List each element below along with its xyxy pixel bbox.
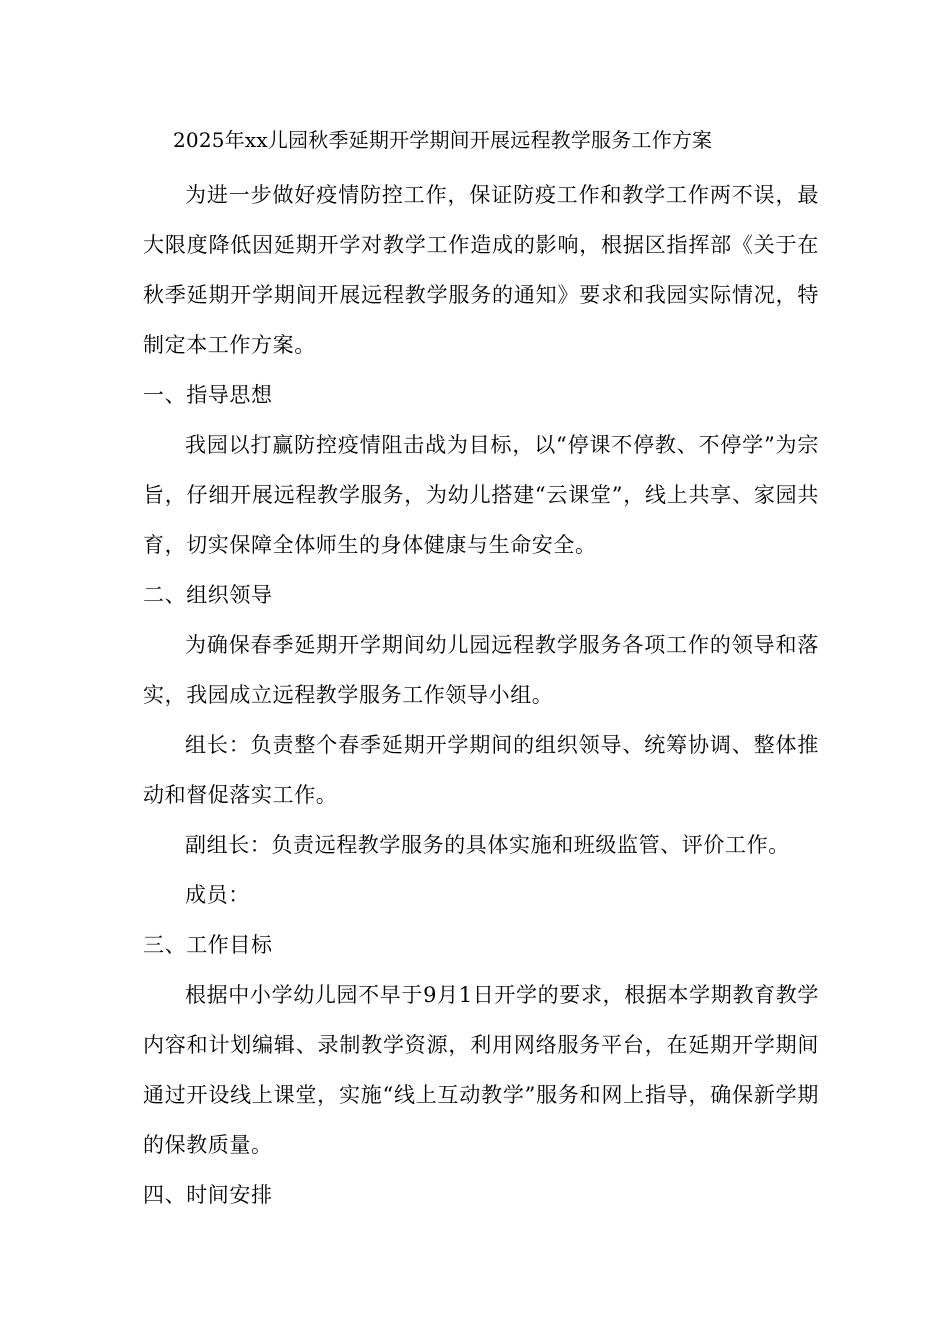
work-goals-paragraph: 根据中小学幼儿园不早于9月1日开学的要求，根据本学期教育教学内容和计划编辑、录制教学资源，利用网络服务平台，在延期开学期间通过开设线上课堂，实施“线上互动教学”服务和网上指导，确保新学期的保教质量。 — [143, 983, 819, 1157]
section-heading-work-goals: 三、工作目标 — [143, 933, 273, 957]
deputy-leader-paragraph: 副组长：负责远程教学服务的具体实施和班级监管、评价工作。 — [185, 833, 790, 857]
members-paragraph: 成员： — [185, 883, 250, 907]
section-heading-organization: 二、组织领导 — [143, 583, 273, 607]
document-title: 2025年xx儿园秋季延期开学期间开展远程教学服务工作方案 — [173, 128, 713, 152]
guiding-ideology-paragraph: 我园以打赢防控疫情阻击战为目标，以“停课不停教、不停学”为宗旨，仔细开展远程教学服务，为幼儿搭建“云课堂”，线上共享、家园共育，切实保障全体师生的身体健康与生命安全。 — [143, 433, 819, 557]
section-heading-schedule: 四、时间安排 — [143, 1183, 273, 1207]
section-heading-guiding-ideology: 一、指导思想 — [143, 383, 273, 407]
intro-paragraph: 为进一步做好疫情防控工作，保证防疫工作和教学工作两不误，最大限度降低因延期开学对教学工作造成的影响，根据区指挥部《关于在秋季延期开学期间开展远程教学服务的通知》要求和我园实际情况，特制定本工作方案。 — [143, 183, 819, 357]
organization-paragraph: 为确保春季延期开学期间幼儿园远程教学服务各项工作的领导和落实，我园成立远程教学服务工作领导小组。 — [143, 633, 819, 707]
group-leader-paragraph: 组长：负责整个春季延期开学期间的组织领导、统筹协调、整体推动和督促落实工作。 — [143, 733, 819, 807]
document-body — [143, 118, 819, 1220]
